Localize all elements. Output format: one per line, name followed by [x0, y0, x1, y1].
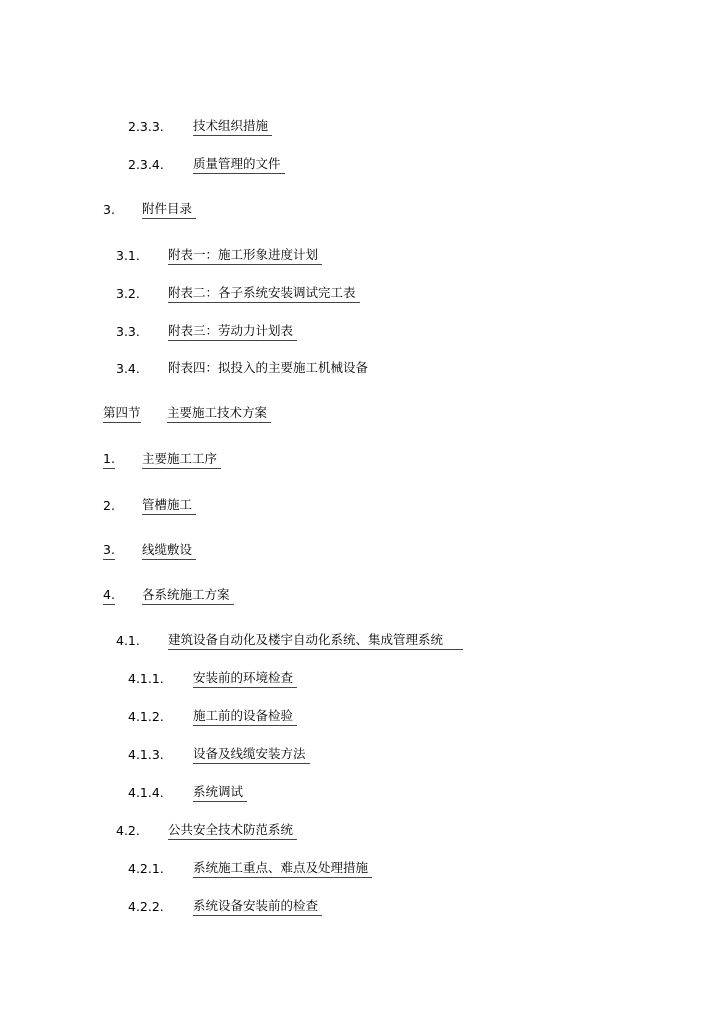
toc-entry-title-link[interactable]: 系统调试 [193, 783, 247, 802]
toc-entry-4[interactable] [103, 586, 403, 606]
toc-entry-3-methods[interactable] [103, 541, 403, 561]
toc-entry-title-link[interactable]: 附表一：施工形象进度计划 [168, 246, 322, 265]
toc-entry-3-3[interactable] [116, 322, 516, 342]
toc-entry-number: 4.2.2. [128, 899, 164, 914]
toc-entry-title-link[interactable]: 线缆敷设 [142, 541, 196, 560]
toc-entry-4-1-2[interactable] [128, 707, 428, 727]
toc-entry-number: 1. [103, 450, 115, 469]
toc-entry-title-link[interactable]: 技术组织措施 [193, 117, 272, 136]
toc-entry-2-3-4[interactable] [128, 155, 428, 175]
toc-entry-title-link[interactable]: 系统设备安装前的检查 [193, 897, 322, 916]
toc-entry-title-link[interactable]: 附表三：劳动力计划表 [168, 322, 297, 341]
toc-entry-4-1-4[interactable] [128, 783, 428, 803]
toc-entry-title-link[interactable]: 附表四：拟投入的主要施工机械设备 [168, 360, 369, 375]
toc-entry-number: 4. [103, 586, 115, 605]
toc-entry-number: 3.3. [116, 324, 140, 339]
toc-entry-1[interactable] [103, 450, 403, 470]
toc-entry-4-2-2[interactable] [128, 897, 528, 917]
toc-entry-4-1-3[interactable] [128, 745, 428, 765]
toc-entry-number: 4.1.2. [128, 709, 164, 724]
toc-entry-3-1[interactable] [116, 246, 516, 266]
toc-entry-number: 3. [103, 541, 115, 560]
toc-entry-title-link[interactable]: 附表二：各子系统安装调试完工表 [168, 284, 360, 303]
toc-entry-title-link[interactable]: 管槽施工 [142, 496, 196, 515]
toc-entry-number: 2. [103, 498, 115, 513]
toc-entry-4-2[interactable] [116, 821, 516, 841]
toc-entry-2[interactable] [103, 496, 403, 516]
toc-entry-4-2-1[interactable] [128, 859, 528, 879]
toc-entry-number: 4.1.4. [128, 785, 164, 800]
toc-entry-title-link[interactable]: 附件目录 [142, 200, 196, 219]
toc-entry-title-link[interactable]: 主要施工技术方案 [167, 404, 271, 423]
toc-entry-3-2[interactable] [116, 284, 516, 304]
toc-entry-4-1-1[interactable] [128, 669, 428, 689]
toc-entry-number: 3.4. [116, 361, 140, 376]
toc-entry-number: 4.2. [116, 823, 140, 838]
toc-entry-number: 3. [103, 202, 115, 217]
toc-entry-title-link[interactable]: 设备及线缆安装方法 [193, 745, 310, 764]
toc-entry-number: 4.1.3. [128, 747, 164, 762]
toc-entry-title-link[interactable]: 安装前的环境检查 [193, 669, 297, 688]
toc-entry-section-4[interactable] [103, 404, 403, 424]
toc-entry-number: 3.2. [116, 286, 140, 301]
toc-entry-number: 4.1. [116, 633, 140, 648]
toc-entry-title-link[interactable]: 系统施工重点、难点及处理措施 [193, 859, 372, 878]
toc-entry-title-link[interactable]: 公共安全技术防范系统 [168, 821, 297, 840]
toc-entry-title-link[interactable]: 主要施工工序 [142, 450, 221, 469]
toc-entry-number: 2.3.3. [128, 119, 164, 134]
toc-entry-number: 4.2.1. [128, 861, 164, 876]
toc-entry-number: 2.3.4. [128, 157, 164, 172]
toc-entry-title-link[interactable]: 建筑设备自动化及楼宇自动化系统、集成管理系统 [168, 631, 463, 650]
toc-entry-number: 4.1.1. [128, 671, 164, 686]
toc-entry-2-3-3[interactable] [128, 117, 428, 137]
toc-entry-3[interactable] [103, 200, 403, 220]
toc-entry-number: 第四节 [103, 404, 141, 423]
toc-entry-title-link[interactable]: 施工前的设备检验 [193, 707, 297, 726]
toc-entry-title-link[interactable]: 各系统施工方案 [142, 586, 234, 605]
toc-entry-3-4[interactable] [116, 359, 516, 379]
toc-entry-4-1[interactable] [116, 631, 616, 651]
toc-entry-number: 3.1. [116, 248, 140, 263]
toc-entry-title-link[interactable]: 质量管理的文件 [193, 155, 285, 174]
